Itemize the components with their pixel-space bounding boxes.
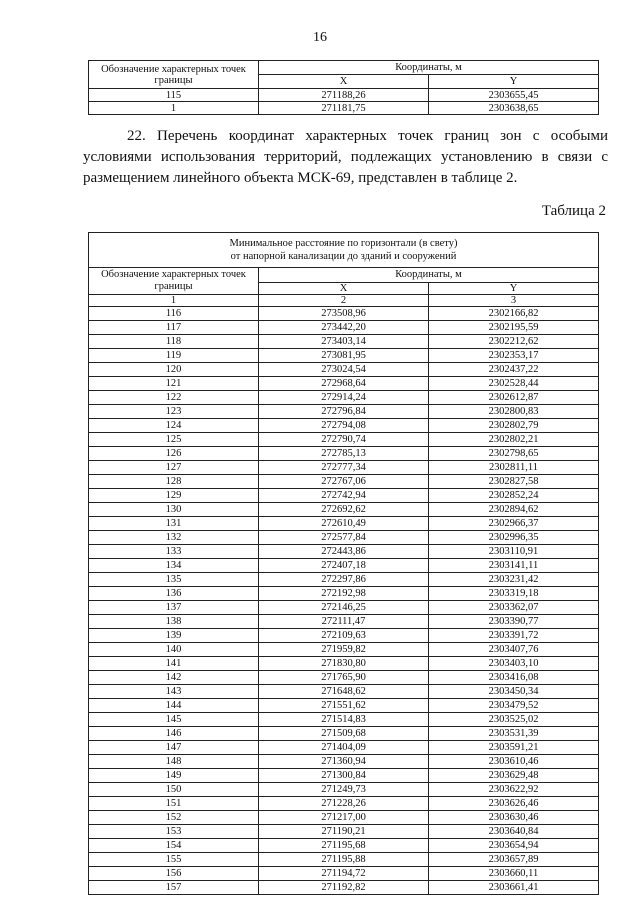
table-row	[89, 825, 599, 839]
point-cell: 134	[89, 559, 259, 573]
table2-title-line1: Минимальное расстояние по горизонтали (в свету)	[229, 238, 458, 249]
table-row	[89, 685, 599, 699]
point-cell: 128	[89, 475, 259, 489]
point-cell: 116	[89, 307, 259, 321]
table-row	[89, 517, 599, 531]
point-cell: 131	[89, 517, 259, 531]
point-cell: 149	[89, 769, 259, 783]
y-coordinate-cell: 2302528,44	[429, 377, 599, 391]
x-coordinate-cell: 272692,62	[259, 503, 429, 517]
table-row	[89, 461, 599, 475]
x-coordinate-cell: 271514,83	[259, 713, 429, 727]
table-row	[89, 741, 599, 755]
x-coordinate-cell: 272109,63	[259, 629, 429, 643]
point-cell: 136	[89, 587, 259, 601]
x-coordinate-cell: 272610,49	[259, 517, 429, 531]
x-coordinate-cell: 271360,94	[259, 755, 429, 769]
y-coordinate-cell: 2303391,72	[429, 629, 599, 643]
x-coordinate-cell: 272914,24	[259, 391, 429, 405]
table-row	[89, 321, 599, 335]
table-row	[89, 643, 599, 657]
x-coordinate-cell: 271192,82	[259, 881, 429, 895]
y-coordinate-cell: 2302966,37	[429, 517, 599, 531]
y-coordinate-cell: 2303416,08	[429, 671, 599, 685]
header-point: Обозначение характерных точек границы	[89, 61, 259, 89]
column-number-3: 3	[429, 295, 599, 307]
y-coordinate-cell: 2302612,87	[429, 391, 599, 405]
x-coordinate-cell: 271195,68	[259, 839, 429, 853]
point-cell: 144	[89, 699, 259, 713]
point-cell: 151	[89, 797, 259, 811]
x-coordinate-cell: 271959,82	[259, 643, 429, 657]
table-row	[89, 755, 599, 769]
header-x: X	[259, 75, 429, 89]
table-row	[89, 573, 599, 587]
table-row	[89, 629, 599, 643]
point-cell: 145	[89, 713, 259, 727]
table-row	[89, 307, 599, 321]
coordinates-table-continuation	[88, 60, 599, 115]
point-cell: 139	[89, 629, 259, 643]
y-coordinate-cell: 2303110,91	[429, 545, 599, 559]
point-cell: 115	[89, 89, 259, 102]
table-row	[89, 881, 599, 895]
y-coordinate-cell: 2303403,10	[429, 657, 599, 671]
y-coordinate-cell: 2303591,21	[429, 741, 599, 755]
point-cell: 122	[89, 391, 259, 405]
x-coordinate-cell: 272146,25	[259, 601, 429, 615]
y-coordinate-cell: 2302798,65	[429, 447, 599, 461]
x-coordinate-cell: 273442,20	[259, 321, 429, 335]
x-coordinate-cell: 271249,73	[259, 783, 429, 797]
point-cell: 153	[89, 825, 259, 839]
point-cell: 146	[89, 727, 259, 741]
table-row	[89, 811, 599, 825]
header-y: Y	[429, 75, 599, 89]
column-number-2: 2	[259, 295, 429, 307]
point-cell: 121	[89, 377, 259, 391]
point-cell: 125	[89, 433, 259, 447]
x-coordinate-cell: 271181,75	[259, 102, 429, 115]
table-row	[89, 559, 599, 573]
table-row	[89, 405, 599, 419]
table-row	[89, 489, 599, 503]
x-coordinate-cell: 271188,26	[259, 89, 429, 102]
x-coordinate-cell: 272192,98	[259, 587, 429, 601]
table1-body	[89, 89, 599, 115]
point-cell: 1	[89, 102, 259, 115]
table-row	[89, 769, 599, 783]
point-cell: 118	[89, 335, 259, 349]
x-coordinate-cell: 272577,84	[259, 531, 429, 545]
table-row	[89, 349, 599, 363]
table-row	[89, 699, 599, 713]
point-cell: 117	[89, 321, 259, 335]
x-coordinate-cell: 271509,68	[259, 727, 429, 741]
coordinates-table-2	[88, 232, 599, 895]
table-row	[89, 853, 599, 867]
table-row	[89, 713, 599, 727]
point-cell: 133	[89, 545, 259, 559]
point-cell: 138	[89, 615, 259, 629]
point-cell: 119	[89, 349, 259, 363]
x-coordinate-cell: 272297,86	[259, 573, 429, 587]
header-coordinates: Координаты, м	[259, 61, 599, 75]
y-coordinate-cell: 2302166,82	[429, 307, 599, 321]
point-cell: 130	[89, 503, 259, 517]
y-coordinate-cell: 2303610,46	[429, 755, 599, 769]
table-row	[89, 391, 599, 405]
paragraph-text: 22. Перечень координат характерных точек границ зон с особыми условиями использования территорий, подлежащих установлению в связи с размещением линейного объекта МСК-69, представлен в таблице 2.	[83, 128, 608, 186]
table-row	[89, 587, 599, 601]
x-coordinate-cell: 271228,26	[259, 797, 429, 811]
x-coordinate-cell: 271217,00	[259, 811, 429, 825]
x-coordinate-cell: 272742,94	[259, 489, 429, 503]
y-coordinate-cell: 2303660,11	[429, 867, 599, 881]
y-coordinate-cell: 2302195,59	[429, 321, 599, 335]
table-row	[89, 671, 599, 685]
y-coordinate-cell: 2302852,24	[429, 489, 599, 503]
table-row	[89, 419, 599, 433]
point-cell: 147	[89, 741, 259, 755]
table-row	[89, 839, 599, 853]
point-cell: 143	[89, 685, 259, 699]
table-row	[89, 363, 599, 377]
x-coordinate-cell: 271765,90	[259, 671, 429, 685]
x-coordinate-cell: 272785,13	[259, 447, 429, 461]
table-row	[89, 447, 599, 461]
y-coordinate-cell: 2302827,58	[429, 475, 599, 489]
y-coordinate-cell: 2303630,46	[429, 811, 599, 825]
header-x: X	[259, 283, 429, 295]
x-coordinate-cell: 271551,62	[259, 699, 429, 713]
table-row	[89, 503, 599, 517]
table-row	[89, 89, 599, 102]
point-cell: 148	[89, 755, 259, 769]
point-cell: 141	[89, 657, 259, 671]
x-coordinate-cell: 272968,64	[259, 377, 429, 391]
x-coordinate-cell: 272407,18	[259, 559, 429, 573]
table-row	[89, 433, 599, 447]
table-row	[89, 531, 599, 545]
x-coordinate-cell: 273508,96	[259, 307, 429, 321]
y-coordinate-cell: 2303231,42	[429, 573, 599, 587]
point-cell: 157	[89, 881, 259, 895]
table-row	[89, 377, 599, 391]
y-coordinate-cell: 2303622,92	[429, 783, 599, 797]
table-row	[89, 545, 599, 559]
y-coordinate-cell: 2303531,39	[429, 727, 599, 741]
point-cell: 135	[89, 573, 259, 587]
y-coordinate-cell: 2302811,11	[429, 461, 599, 475]
y-coordinate-cell: 2303629,48	[429, 769, 599, 783]
table2-title	[89, 233, 599, 268]
x-coordinate-cell: 271300,84	[259, 769, 429, 783]
point-cell: 124	[89, 419, 259, 433]
y-coordinate-cell: 2302802,79	[429, 419, 599, 433]
x-coordinate-cell: 272443,86	[259, 545, 429, 559]
header-y: Y	[429, 283, 599, 295]
header-coordinates: Координаты, м	[259, 268, 599, 283]
x-coordinate-cell: 273403,14	[259, 335, 429, 349]
y-coordinate-cell: 2303655,45	[429, 89, 599, 102]
point-cell: 120	[89, 363, 259, 377]
y-coordinate-cell: 2303450,34	[429, 685, 599, 699]
y-coordinate-cell: 2302353,17	[429, 349, 599, 363]
x-coordinate-cell: 272767,06	[259, 475, 429, 489]
column-number-1: 1	[89, 295, 259, 307]
header-point: Обозначение характерных точек границы	[89, 268, 259, 295]
point-cell: 123	[89, 405, 259, 419]
y-coordinate-cell: 2303661,41	[429, 881, 599, 895]
x-coordinate-cell: 272790,74	[259, 433, 429, 447]
y-coordinate-cell: 2302800,83	[429, 405, 599, 419]
x-coordinate-cell: 273024,54	[259, 363, 429, 377]
point-cell: 140	[89, 643, 259, 657]
y-coordinate-cell: 2303525,02	[429, 713, 599, 727]
table-row	[89, 727, 599, 741]
point-cell: 126	[89, 447, 259, 461]
table-row	[89, 102, 599, 115]
x-coordinate-cell: 272794,08	[259, 419, 429, 433]
table-caption: Таблица 2	[541, 203, 606, 219]
y-coordinate-cell: 2303141,11	[429, 559, 599, 573]
point-cell: 129	[89, 489, 259, 503]
table-row	[89, 797, 599, 811]
point-cell: 127	[89, 461, 259, 475]
y-coordinate-cell: 2302437,22	[429, 363, 599, 377]
y-coordinate-cell: 2303407,76	[429, 643, 599, 657]
x-coordinate-cell: 272777,34	[259, 461, 429, 475]
y-coordinate-cell: 2303479,52	[429, 699, 599, 713]
x-coordinate-cell: 271830,80	[259, 657, 429, 671]
y-coordinate-cell: 2303657,89	[429, 853, 599, 867]
page-number: 16	[313, 30, 327, 45]
x-coordinate-cell: 272796,84	[259, 405, 429, 419]
table2-title-line2: от напорной канализации до зданий и сооружений	[230, 251, 457, 262]
point-cell: 152	[89, 811, 259, 825]
y-coordinate-cell: 2302212,62	[429, 335, 599, 349]
y-coordinate-cell: 2302802,21	[429, 433, 599, 447]
point-cell: 155	[89, 853, 259, 867]
y-coordinate-cell: 2303626,46	[429, 797, 599, 811]
x-coordinate-cell: 271195,88	[259, 853, 429, 867]
y-coordinate-cell: 2303319,18	[429, 587, 599, 601]
x-coordinate-cell: 273081,95	[259, 349, 429, 363]
point-cell: 132	[89, 531, 259, 545]
y-coordinate-cell: 2302894,62	[429, 503, 599, 517]
point-cell: 150	[89, 783, 259, 797]
point-cell: 156	[89, 867, 259, 881]
table-row	[89, 783, 599, 797]
y-coordinate-cell: 2303362,07	[429, 601, 599, 615]
y-coordinate-cell: 2303638,65	[429, 102, 599, 115]
x-coordinate-cell: 272111,47	[259, 615, 429, 629]
y-coordinate-cell: 2302996,35	[429, 531, 599, 545]
x-coordinate-cell: 271648,62	[259, 685, 429, 699]
section-22-paragraph	[83, 126, 608, 189]
x-coordinate-cell: 271190,21	[259, 825, 429, 839]
point-cell: 142	[89, 671, 259, 685]
x-coordinate-cell: 271404,09	[259, 741, 429, 755]
point-cell: 154	[89, 839, 259, 853]
table-row	[89, 475, 599, 489]
table-row	[89, 601, 599, 615]
table-row	[89, 615, 599, 629]
table-row	[89, 335, 599, 349]
table-row	[89, 657, 599, 671]
y-coordinate-cell: 2303654,94	[429, 839, 599, 853]
y-coordinate-cell: 2303640,84	[429, 825, 599, 839]
point-cell: 137	[89, 601, 259, 615]
x-coordinate-cell: 271194,72	[259, 867, 429, 881]
table-row	[89, 867, 599, 881]
y-coordinate-cell: 2303390,77	[429, 615, 599, 629]
table2-body	[89, 307, 599, 895]
